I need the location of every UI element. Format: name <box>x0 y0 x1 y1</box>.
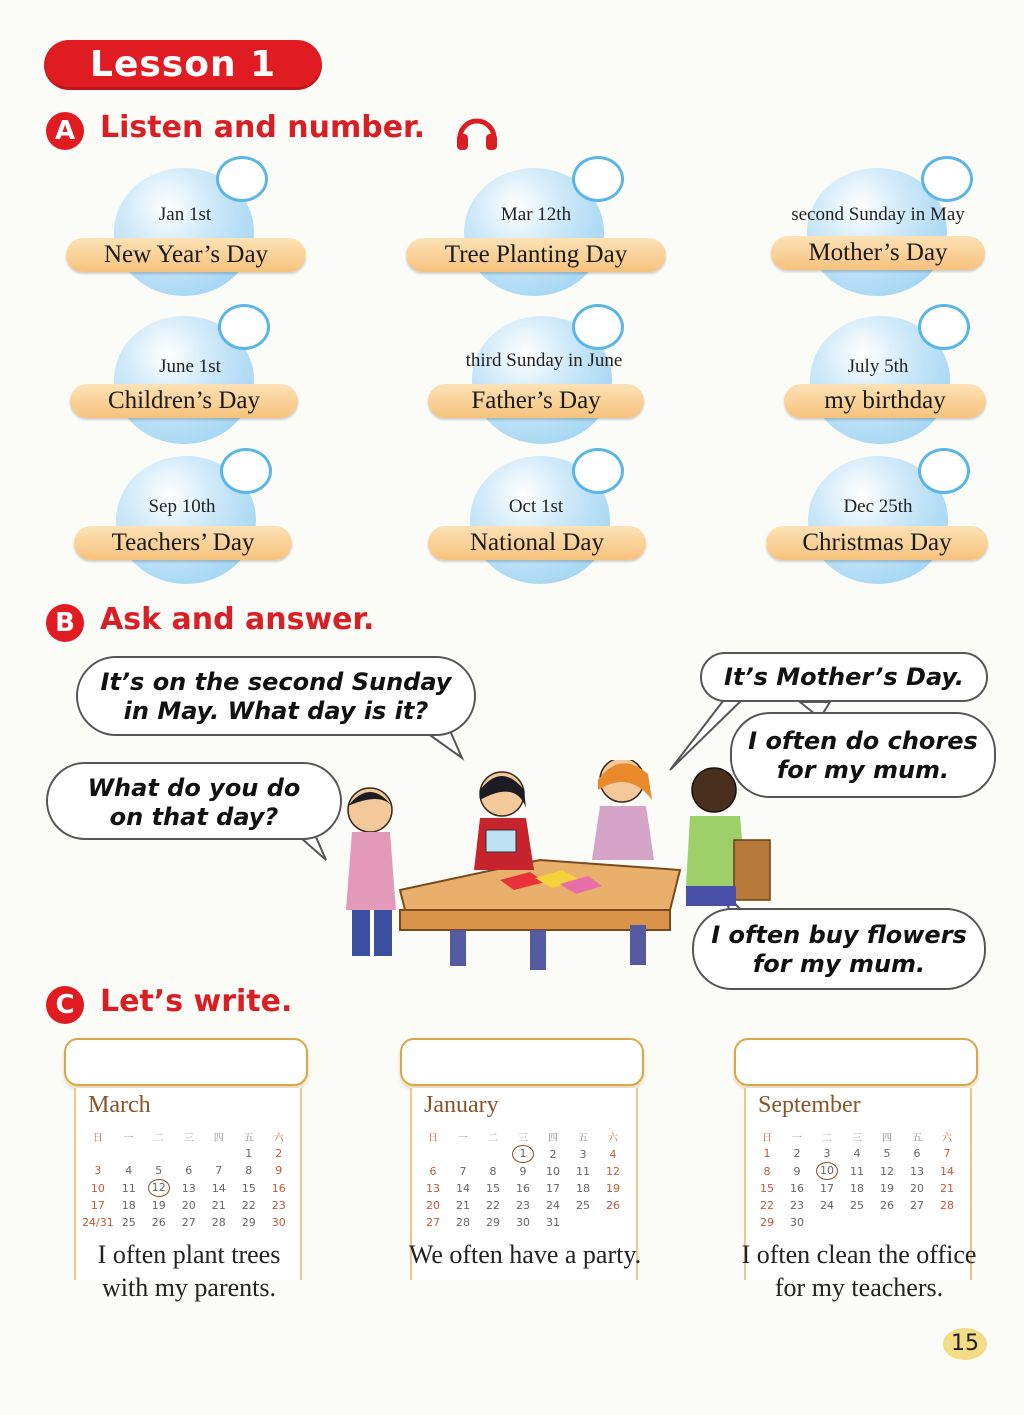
speech-bubble-question-1 <box>76 656 476 736</box>
day-cell: 2 <box>793 1147 801 1160</box>
day-cell <box>812 1214 842 1231</box>
speech-line: I often do chores <box>748 727 978 755</box>
week-row <box>752 1145 962 1162</box>
day-cell: 26 <box>151 1216 166 1229</box>
week-row <box>82 1214 294 1231</box>
day-cell: 6 <box>185 1164 193 1177</box>
day-cell: 29 <box>760 1216 774 1229</box>
speech-bubble-answer-1 <box>700 652 988 702</box>
festival-date: July 5th <box>847 356 909 377</box>
circled-day-cell <box>144 1179 174 1197</box>
weekday-label: 四 <box>213 1133 224 1144</box>
caption-line: I often clean the office <box>741 1240 977 1269</box>
day-cell: 14 <box>456 1182 470 1195</box>
weekday-label: 五 <box>912 1133 922 1144</box>
festival-name: Children’s Day <box>70 384 298 418</box>
weekday-header-row <box>752 1128 962 1145</box>
day-cell: 3 <box>579 1147 587 1161</box>
day-cell: 19 <box>880 1182 894 1195</box>
caption-line: with my parents. <box>101 1273 277 1302</box>
weekday-label: 三 <box>518 1133 528 1144</box>
week-row <box>82 1162 294 1179</box>
day-cell <box>568 1214 598 1231</box>
day-cell: 10 <box>546 1165 560 1178</box>
day-cell: 28 <box>456 1216 470 1229</box>
lesson-title: Lesson 1 <box>90 44 277 85</box>
day-cell: 17 <box>90 1199 105 1212</box>
speech-line: What do you do <box>87 774 301 802</box>
day-cell: 19 <box>606 1182 620 1195</box>
day-cell: 2 <box>275 1147 283 1160</box>
day-cell: 7 <box>943 1147 951 1160</box>
festival-name: National Day <box>428 526 646 560</box>
day-cell: 13 <box>181 1181 196 1195</box>
day-cell: 11 <box>121 1181 136 1195</box>
day-cell <box>114 1145 144 1162</box>
speech-line: for my mum. <box>752 950 926 978</box>
weekday-label: 六 <box>273 1133 284 1144</box>
day-cell <box>418 1145 448 1163</box>
week-row <box>418 1145 628 1163</box>
day-cell <box>144 1145 174 1162</box>
day-cell: 14 <box>211 1181 226 1195</box>
festival-date: Dec 25th <box>843 496 913 517</box>
day-cell <box>872 1214 902 1231</box>
day-cell: 16 <box>516 1182 530 1195</box>
day-cell: 26 <box>606 1199 620 1212</box>
festival-date: Oct 1st <box>508 496 564 517</box>
day-cell: 27 <box>910 1199 924 1212</box>
day-cell: 18 <box>121 1199 136 1212</box>
week-row <box>752 1180 962 1197</box>
weekday-header-row <box>82 1128 294 1145</box>
speech-line: It’s on the second Sunday <box>100 668 452 696</box>
section-a-title: Listen and number. <box>100 110 425 145</box>
day-cell: 20 <box>910 1182 924 1195</box>
calendar-caption <box>380 1238 670 1271</box>
week-row <box>82 1145 294 1162</box>
day-cell: 25 <box>576 1199 590 1212</box>
day-cell: 27 <box>181 1216 196 1229</box>
day-cell: 21 <box>211 1199 226 1212</box>
caption-line: We often have a party. <box>408 1240 642 1269</box>
day-cell: 7 <box>459 1165 467 1178</box>
day-cell: 8 <box>245 1164 253 1177</box>
day-cell <box>82 1145 114 1162</box>
week-row <box>82 1197 294 1214</box>
day-cell: 11 <box>850 1164 864 1178</box>
circled-day: 12 <box>148 1179 170 1197</box>
weekday-label: 四 <box>548 1133 558 1144</box>
children-table-illustration <box>330 760 790 970</box>
speech-line: in May. What day is it? <box>123 697 429 725</box>
day-cell: 15 <box>486 1182 500 1195</box>
festival-name: Father’s Day <box>428 384 644 418</box>
day-cell: 20 <box>181 1199 196 1212</box>
day-cell: 5 <box>155 1164 163 1177</box>
weekday-label: 三 <box>852 1133 862 1144</box>
day-cell <box>174 1145 204 1162</box>
day-cell: 21 <box>940 1182 954 1195</box>
day-cell <box>204 1145 234 1162</box>
day-cell: 31 <box>546 1216 560 1229</box>
section-a-letter: A <box>46 112 84 150</box>
answer-blank-field[interactable] <box>64 1038 308 1086</box>
weekday-label: 六 <box>942 1133 952 1144</box>
weekday-label: 一 <box>792 1133 802 1144</box>
section-b-letter: B <box>46 604 84 642</box>
weekday-header-row <box>418 1128 628 1145</box>
weekday-label: 二 <box>488 1133 498 1144</box>
day-cell: 15 <box>241 1181 256 1195</box>
day-cell: 12 <box>880 1164 894 1178</box>
calendar-september <box>734 1038 984 1318</box>
calendar-month: January <box>424 1092 499 1118</box>
weekday-label: 五 <box>578 1133 588 1144</box>
day-cell: 28 <box>940 1199 954 1212</box>
day-cell: 7 <box>215 1164 223 1177</box>
speech-line: for my mum. <box>776 756 950 784</box>
page-number: 15 <box>943 1328 987 1360</box>
day-cell: 22 <box>760 1199 774 1212</box>
week-row <box>752 1197 962 1214</box>
day-cell: 1 <box>763 1147 771 1160</box>
speech-line: I often buy flowers <box>711 921 967 949</box>
day-cell: 6 <box>913 1147 921 1160</box>
day-cell: 17 <box>820 1182 834 1195</box>
speech-line: It’s Mother’s Day. <box>724 663 964 691</box>
calendar-january <box>400 1038 650 1318</box>
weekday-label: 日 <box>428 1133 438 1144</box>
caption-line: I often plant trees <box>97 1240 281 1269</box>
day-cell: 30 <box>516 1216 530 1229</box>
day-cell: 4 <box>609 1147 617 1161</box>
festival-name: Tree Planting Day <box>406 238 666 272</box>
day-cell: 14 <box>940 1164 954 1178</box>
weekday-label: 二 <box>153 1133 164 1144</box>
weekday-label: 五 <box>243 1133 254 1144</box>
festival-name: my birthday <box>784 384 986 418</box>
day-cell: 9 <box>519 1165 527 1178</box>
week-row <box>752 1214 962 1231</box>
calendar-grid <box>752 1128 962 1231</box>
day-cell: 12 <box>606 1165 620 1178</box>
weekday-label: 二 <box>822 1133 832 1144</box>
day-cell: 28 <box>211 1216 226 1229</box>
day-cell: 17 <box>546 1182 560 1195</box>
day-cell: 4 <box>125 1164 133 1177</box>
calendar-caption <box>714 1238 1004 1304</box>
day-cell: 13 <box>426 1182 440 1195</box>
section-c-title: Let’s write. <box>100 984 293 1019</box>
festival-date: Mar 12th <box>500 204 572 225</box>
day-cell: 23 <box>790 1199 804 1212</box>
day-cell: 11 <box>576 1165 590 1178</box>
circled-day-cell <box>812 1162 842 1180</box>
week-row <box>418 1163 628 1180</box>
answer-blank-field[interactable] <box>400 1038 644 1086</box>
day-cell: 25 <box>121 1216 136 1229</box>
answer-blank-field[interactable] <box>734 1038 978 1086</box>
day-cell: 30 <box>271 1216 286 1229</box>
festival-name: Mother’s Day <box>771 236 985 270</box>
day-cell <box>902 1214 932 1231</box>
day-cell: 9 <box>793 1164 801 1178</box>
section-b-title: Ask and answer. <box>100 602 375 637</box>
day-cell: 25 <box>850 1199 864 1212</box>
day-cell: 13 <box>910 1164 924 1178</box>
weekday-label: 日 <box>762 1133 772 1144</box>
week-row <box>418 1197 628 1214</box>
festival-date: Jan 1st <box>158 204 212 225</box>
speech-line: on that day? <box>109 803 279 831</box>
section-c-letter: C <box>46 986 84 1024</box>
festival-date: second Sunday in May <box>791 204 965 225</box>
festival-name: New Year’s Day <box>66 238 306 272</box>
speech-bubble-question-2 <box>46 762 342 840</box>
weekday-label: 一 <box>123 1133 134 1144</box>
weekday-label: 日 <box>92 1133 103 1144</box>
day-cell: 22 <box>241 1199 256 1212</box>
day-cell: 1 <box>245 1147 253 1160</box>
day-cell <box>932 1214 962 1231</box>
circled-day-cell <box>508 1145 538 1163</box>
calendar-caption <box>44 1238 334 1304</box>
day-cell: 3 <box>823 1147 831 1160</box>
day-cell: 29 <box>241 1216 256 1229</box>
caption-line: for my teachers. <box>774 1273 944 1302</box>
weekday-label: 六 <box>608 1133 618 1144</box>
weekday-label: 四 <box>882 1133 892 1144</box>
circled-day: 1 <box>512 1145 534 1163</box>
day-cell: 16 <box>790 1182 804 1195</box>
day-cell: 5 <box>883 1147 891 1160</box>
day-cell: 18 <box>576 1182 590 1195</box>
day-cell: 10 <box>90 1181 105 1195</box>
day-cell: 16 <box>271 1181 286 1195</box>
weekday-label: 三 <box>183 1133 194 1144</box>
festival-name: Teachers’ Day <box>74 526 292 560</box>
day-cell: 26 <box>880 1199 894 1212</box>
day-cell: 24/31 <box>82 1216 114 1229</box>
day-cell <box>478 1145 508 1163</box>
day-cell: 23 <box>516 1199 530 1212</box>
week-row <box>418 1214 628 1231</box>
day-cell: 23 <box>271 1199 286 1212</box>
festival-date: June 1st <box>159 356 221 377</box>
day-cell: 8 <box>489 1165 497 1178</box>
weekday-label: 一 <box>458 1133 468 1144</box>
day-cell: 8 <box>763 1164 771 1178</box>
day-cell: 24 <box>820 1199 834 1212</box>
day-cell: 22 <box>486 1199 500 1212</box>
day-cell: 19 <box>151 1199 166 1212</box>
week-row <box>752 1162 962 1180</box>
day-cell: 18 <box>850 1182 864 1195</box>
day-cell: 2 <box>549 1147 557 1161</box>
calendar-month: March <box>88 1092 151 1118</box>
festival-date: Sep 10th <box>148 496 216 517</box>
day-cell <box>598 1214 628 1231</box>
day-cell: 21 <box>456 1199 470 1212</box>
day-cell: 27 <box>426 1216 440 1229</box>
day-cell: 29 <box>486 1216 500 1229</box>
calendar-grid <box>418 1128 628 1231</box>
festival-date: third Sunday in June <box>465 350 623 371</box>
calendar-grid <box>82 1128 294 1231</box>
day-cell: 30 <box>790 1216 804 1229</box>
day-cell: 24 <box>546 1199 560 1212</box>
week-row <box>418 1180 628 1197</box>
calendar-march <box>64 1038 314 1318</box>
day-cell <box>448 1145 478 1163</box>
day-cell: 6 <box>429 1165 437 1178</box>
festival-name: Christmas Day <box>766 526 988 560</box>
calendar-month: September <box>758 1092 861 1118</box>
circled-day: 10 <box>816 1162 838 1180</box>
week-row <box>82 1179 294 1197</box>
day-cell <box>842 1214 872 1231</box>
day-cell: 4 <box>853 1147 861 1160</box>
day-cell: 9 <box>275 1164 283 1177</box>
day-cell: 20 <box>426 1199 440 1212</box>
day-cell: 15 <box>760 1182 774 1195</box>
day-cell: 3 <box>94 1164 102 1177</box>
